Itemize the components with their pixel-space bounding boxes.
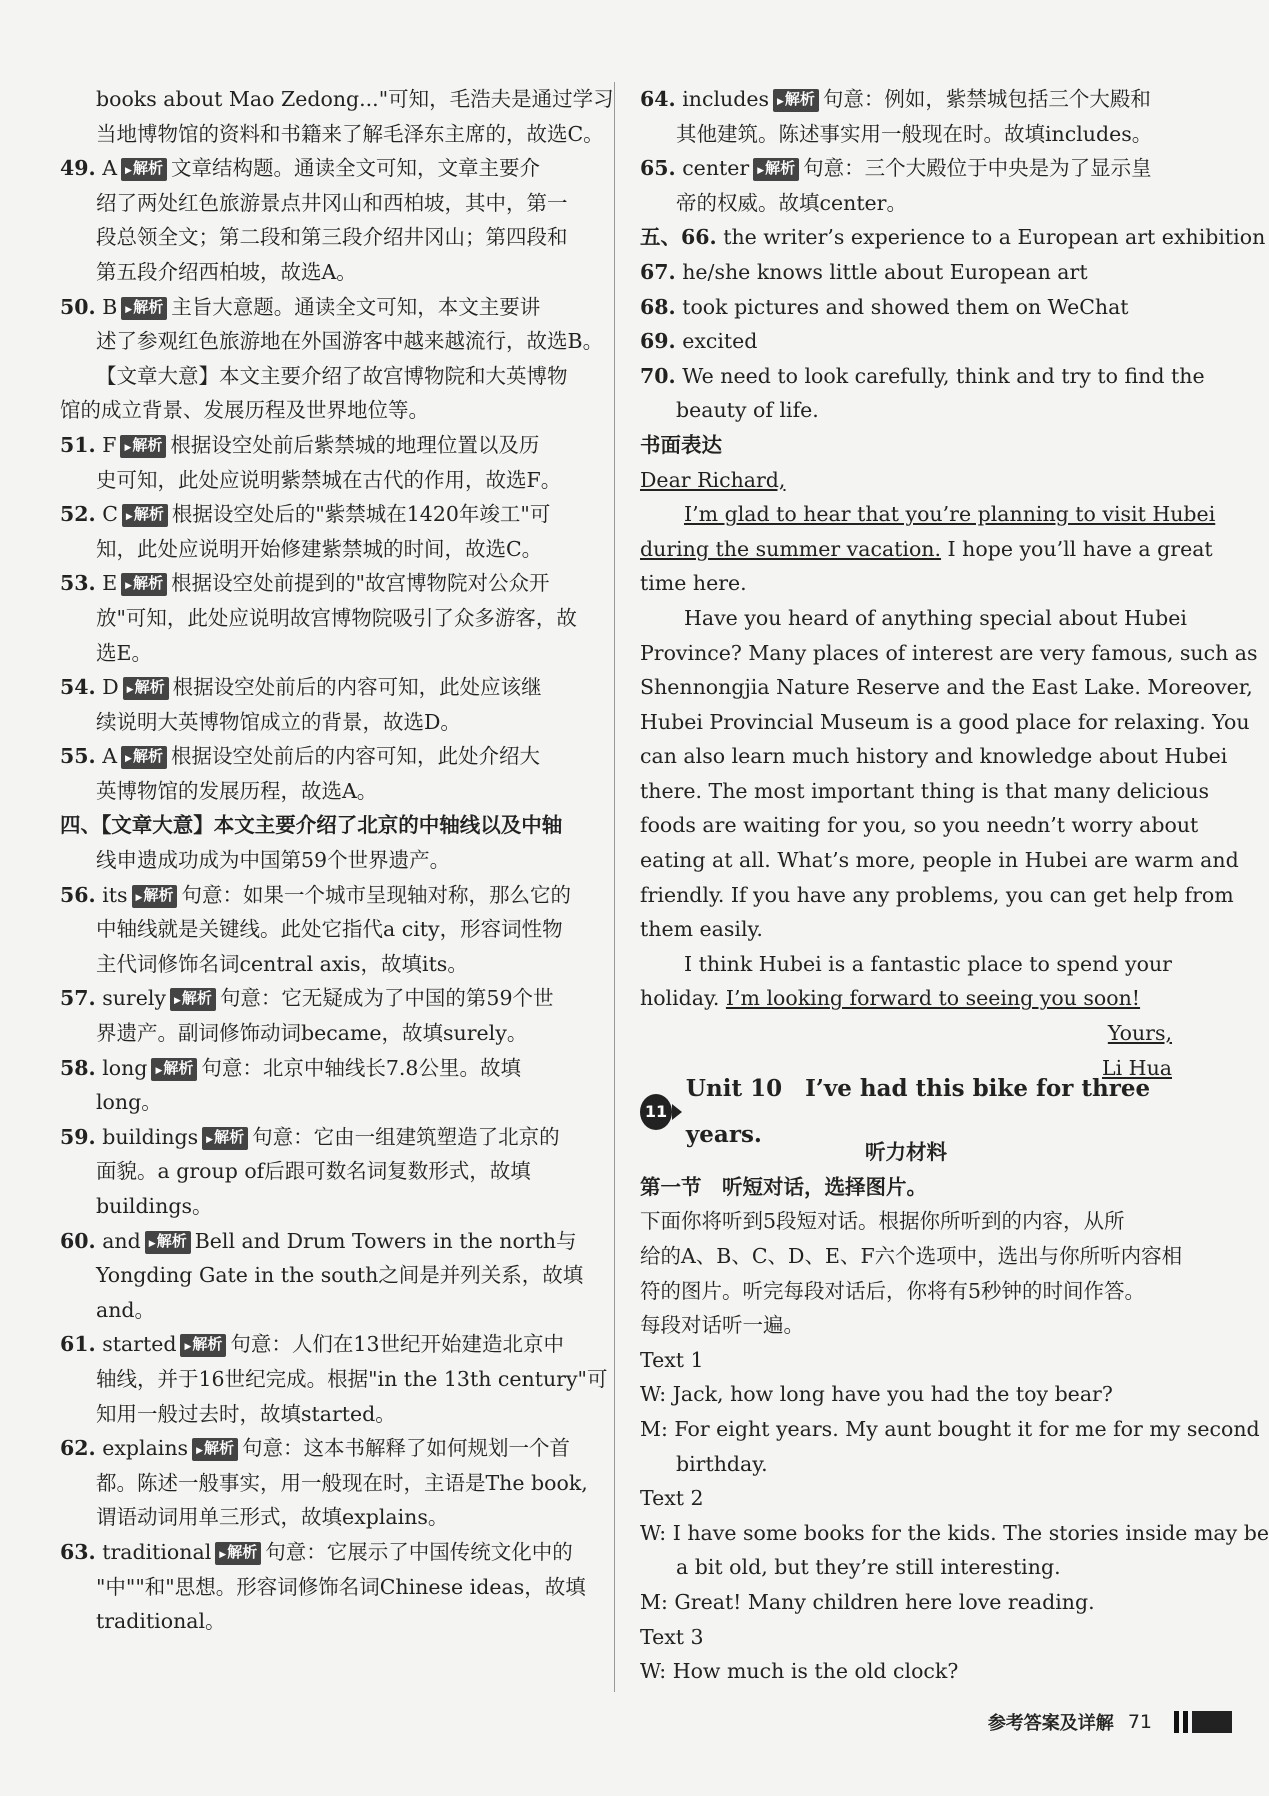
writing-sample (640, 463, 1258, 1086)
explanation-text: 句意：它由一组建筑塑造了北京的 (252, 1124, 560, 1149)
analysis-tag: ▶ 解析 (121, 297, 167, 320)
question-number: 60. (60, 1228, 96, 1253)
text-line: 续说明大英博物馆成立的背景，故选D。 (96, 709, 461, 734)
text-line: 界遗产。副词修饰动词became，故填surely。 (96, 1021, 528, 1046)
answer-line (60, 1535, 592, 1570)
answer: D (102, 675, 119, 700)
question-number: 58. (60, 1055, 96, 1080)
analysis-tag: ▶ 解析 (151, 1058, 197, 1081)
text-line: 当地博物馆的资料和书籍来了解毛泽东主席的，故选C。 (96, 121, 604, 146)
text-line: Province? Many places of interest are very famous, such as (640, 640, 1258, 665)
section-title: 听力材料 (865, 1140, 947, 1165)
answer: A (102, 156, 118, 181)
text-line: 下面你将听到5段短对话。根据你所听到的内容，从所 (640, 1209, 1125, 1234)
answer-line (60, 981, 592, 1016)
answer: C (102, 502, 118, 527)
text-line: long。 (96, 1090, 162, 1115)
text-line: 绍了两处红色旅游景点井冈山和西柏坡，其中，第一 (96, 190, 568, 215)
text-line: 馆的成立背景、发展历程及世界地位等。 (60, 398, 429, 423)
unit-badge: 11 (640, 1094, 672, 1130)
unit-heading (640, 1075, 1172, 1149)
explanation-text: 句意：它展示了中国传统文化中的 (265, 1539, 573, 1564)
analysis-tag: ▶ 解析 (132, 885, 178, 908)
answer-line (60, 1431, 592, 1466)
text-line: beauty of life. (676, 398, 819, 423)
question-number: 57. (60, 986, 96, 1011)
letter-signature: Li Hua (1102, 1055, 1172, 1080)
answer: explains (102, 1436, 189, 1461)
answer-line (60, 290, 592, 325)
text-line: 符的图片。听完每段对话后，你将有5秒钟的时间作答。 (640, 1278, 1146, 1303)
question-number: 67. (640, 259, 676, 284)
explanation-text: 句意：这本书解释了如何规划一个首 (242, 1436, 571, 1461)
answer: long (102, 1055, 148, 1080)
text-line: 其他建筑。陈述事实用一般现在时。故填includes。 (676, 121, 1153, 146)
question-number: 59. (60, 1124, 96, 1149)
text-line: W: How much is the old clock? (640, 1659, 959, 1684)
text-line: 第五段介绍西柏坡，故选A。 (96, 259, 357, 284)
explanation-text: 根据设空处前后紫禁城的地理位置以及历 (170, 432, 540, 457)
explanation-text: 句意：它无疑成为了中国的第59个世 (219, 986, 554, 1011)
answer: its (102, 882, 128, 907)
answers-64-70 (640, 82, 1266, 463)
question-number: 70. (640, 363, 676, 388)
question-number: 55. (60, 744, 96, 769)
text-line: there. The most important thing is that many delicious (640, 778, 1210, 803)
answer-line (60, 151, 592, 186)
analysis-tag: ▶ 解析 (145, 1231, 191, 1254)
answer-line (60, 566, 592, 601)
answer: the writer’s experience to a European art exhibition (723, 225, 1266, 250)
explanation-text: 根据设空处前后的内容可知，此处应该继 (172, 675, 542, 700)
text-line: 轴线，并于16世纪完成。根据"in the 13th century"可 (96, 1366, 608, 1391)
text-line: them easily. (640, 917, 763, 942)
text-line: 线申遗成功成为中国第59个世界遗产。 (96, 848, 451, 873)
analysis-tag: ▶ 解析 (121, 746, 167, 769)
text-line: 都。陈述一般事实，用一般现在时，主语是The book, (96, 1470, 588, 1495)
answer-line (60, 739, 592, 774)
answer-line (640, 151, 1172, 186)
answer: E (102, 571, 118, 596)
text-line: 知用一般过去时，故填started。 (96, 1401, 396, 1426)
answer: excited (682, 329, 758, 354)
letter-line: holiday. I’m looking forward to seeing you soon! (640, 986, 1141, 1011)
explanation-text: 句意：人们在13世纪开始建造北京中 (230, 1332, 565, 1357)
text-line: Hubei Provincial Museum is a good place for relaxing. You (640, 709, 1250, 734)
question-number: 51. (60, 432, 96, 457)
answer: and (102, 1228, 141, 1253)
text-line: Shennongjia Nature Reserve and the East Lake. Moreover, (640, 675, 1253, 700)
analysis-tag: ▶ 解析 (122, 504, 168, 527)
text-line: books about Mao Zedong..."可知，毛浩夫是通过学习 (96, 87, 614, 111)
question-number: 五、66. (640, 225, 717, 250)
text-line: a bit old, but they’re still interesting. (676, 1555, 1061, 1580)
text-line: 谓语动词用单三形式，故填explains。 (96, 1505, 449, 1530)
answer-line (640, 290, 1172, 325)
analysis-tag: ▶ 解析 (202, 1127, 248, 1150)
explanation-text: 根据设空处前后的内容可知，此处介绍大 (170, 744, 540, 769)
answer: F (102, 432, 117, 457)
text-line: 放"可知，此处应说明故宫博物院吸引了众多游客，故 (96, 605, 577, 630)
page-footer (988, 1702, 1232, 1742)
analysis-tag: ▶ 解析 (121, 573, 167, 596)
text-line: eating at all. What’s more, people in Hubei are warm and (640, 848, 1239, 873)
answer: buildings (102, 1124, 199, 1149)
question-number: 52. (60, 502, 96, 527)
text-line: birthday. (676, 1451, 768, 1476)
letter-line: time here. (640, 571, 747, 596)
text-line: 帝的权威。故填center。 (676, 190, 907, 215)
question-number: 50. (60, 294, 96, 319)
text-line: 段总领全文；第二段和第三段介绍井冈山；第四段和 (96, 225, 568, 250)
letter-closing: Yours, (1107, 1021, 1172, 1046)
answer: center (682, 156, 750, 181)
letter-body (640, 601, 1258, 982)
footer-marker (1174, 1711, 1232, 1733)
text-line: M: Great! Many children here love reading. (640, 1589, 1095, 1614)
text-line: 【文章大意】本文主要介绍了故宫博物院和大英博物 (96, 363, 568, 388)
question-number: 62. (60, 1436, 96, 1461)
text-line: 每段对话听一遍。 (640, 1313, 804, 1338)
analysis-tag: ▶ 解析 (121, 158, 167, 181)
text-line: traditional。 (96, 1609, 226, 1634)
answer: started (102, 1332, 177, 1357)
question-number: 69. (640, 329, 676, 354)
text-line: 述了参观红色旅游地在外国游客中越来越流行，故选B。 (96, 329, 604, 354)
text-line: M: For eight years. My aunt bought it for me for my second (640, 1416, 1260, 1441)
answer-line (640, 82, 1172, 117)
explanation-text: 句意：三个大殿位于中央是为了显示皇 (803, 156, 1152, 181)
explanation-text: 文章结构题。通读全文可知，文章主要介 (170, 156, 540, 181)
listening-script (640, 1170, 1269, 1689)
explanation-text: 句意：例如，紫禁城包括三个大殿和 (822, 87, 1151, 111)
question-number: 56. (60, 882, 96, 907)
question-number: 65. (640, 156, 676, 181)
answer: surely (102, 986, 166, 1011)
text-line: 选E。 (96, 640, 152, 665)
text-line: 面貌。a group of后跟可数名词复数形式，故填 (96, 1159, 531, 1184)
text-line: 知，此处应说明开始修建紫禁城的时间，故选C。 (96, 536, 543, 561)
text-line: and。 (96, 1297, 156, 1322)
answer-line (60, 1120, 592, 1155)
text-line: W: Jack, how long have you had the toy bear? (640, 1382, 1113, 1407)
analysis-tag: ▶ 解析 (753, 158, 799, 181)
analysis-tag: ▶ 解析 (170, 988, 216, 1011)
text-line: buildings。 (96, 1194, 213, 1218)
question-number: 54. (60, 675, 96, 700)
analysis-tag: ▶ 解析 (180, 1334, 226, 1357)
text-line: Have you heard of anything special about Hubei (684, 605, 1187, 630)
text-line: 给的A、B、C、D、E、F六个选项中，选出与你所听内容相 (640, 1244, 1183, 1268)
explanation-text: 根据设空处后的"紫禁城在1420年竣工"可 (171, 502, 551, 527)
letter-line: during the summer vacation. I hope you’ll have a great (640, 536, 1213, 561)
analysis-tag: ▶ 解析 (192, 1438, 238, 1461)
explanation-text: 主旨大意题。通读全文可知，本文主要讲 (171, 294, 541, 319)
unit-title: Unit 10 I’ve had this bike for three years. (685, 1075, 1151, 1149)
text-line: 中轴线就是关键线。此处它指代a city，形容词性物 (96, 917, 563, 942)
answer: A (102, 744, 118, 769)
text-line: Yongding Gate in the south之间是并列关系，故填 (96, 1263, 584, 1288)
answer: traditional (102, 1539, 212, 1564)
answer-line (60, 497, 592, 532)
answer: took pictures and showed them on WeChat (682, 294, 1129, 319)
analysis-tag: ▶ 解析 (215, 1542, 261, 1565)
answer-line (60, 878, 592, 913)
text-line: can also learn much history and knowledge about Hubei (640, 744, 1228, 769)
left-column (60, 82, 614, 1639)
answer-line (640, 220, 1266, 255)
analysis-tag: ▶ 解析 (123, 677, 169, 700)
explanation-text: 根据设空处前提到的"故宫博物院对公众开 (171, 571, 550, 596)
answer-line (60, 1051, 592, 1086)
answer: B (102, 294, 118, 319)
question-number: 53. (60, 571, 96, 596)
text-line: Text 2 (640, 1486, 704, 1511)
page-number: 71 (1127, 1711, 1152, 1733)
text-line: foods are waiting for you, so you needn’t worry about (640, 813, 1199, 838)
column-divider (614, 82, 615, 1692)
analysis-tag: ▶ 解析 (120, 435, 166, 458)
answer-line (60, 428, 592, 463)
text-line: 书面表达 (640, 432, 722, 457)
right-column (640, 82, 1269, 1689)
answer-line (60, 1224, 592, 1259)
text-line: "中""和"思想。形容词修饰名词Chinese ideas，故填 (96, 1574, 586, 1599)
text-line: Text 1 (640, 1347, 704, 1372)
answer: includes (682, 87, 769, 111)
text-line: 英博物馆的发展历程，故选A。 (96, 778, 378, 803)
question-number: 63. (60, 1539, 96, 1564)
answer-line (640, 359, 1205, 394)
question-number: 49. (60, 156, 96, 181)
text-line: 第一节 听短对话，选择图片。 (640, 1174, 927, 1199)
answer-line (640, 255, 1172, 290)
answer: We need to look carefully, think and try to find the (682, 363, 1205, 388)
text-line: 四、【文章大意】本文主要介绍了北京的中轴线以及中轴 (60, 813, 563, 838)
text-line: 史可知，此处应说明紫禁城在古代的作用，故选F。 (96, 467, 562, 492)
question-number: 68. (640, 294, 676, 319)
explanation-text: 句意：如果一个城市呈现轴对称，那么它的 (181, 882, 571, 907)
question-number: 61. (60, 1332, 96, 1357)
text-line: friendly. If you have any problems, you can get help from (640, 882, 1234, 907)
letter-line: I’m glad to hear that you’re planning to visit Hubei (684, 502, 1216, 527)
explanation-text: Bell and Drum Towers in the north与 (194, 1228, 577, 1253)
text-line: 主代词修饰名词central axis，故填its。 (96, 951, 468, 976)
footer-label: 参考答案及详解 (987, 1713, 1114, 1734)
answer-line (60, 1327, 592, 1362)
text-line: Text 3 (640, 1624, 704, 1649)
text-line: I think Hubei is a fantastic place to spend your (684, 951, 1172, 976)
question-number: 64. (640, 87, 676, 111)
letter-greeting: Dear Richard, (640, 467, 786, 492)
explanation-text: 句意：北京中轴线长7.8公里。故填 (201, 1055, 521, 1080)
answer-line (640, 324, 1172, 359)
answer-line (60, 670, 592, 705)
text-line: W: I have some books for the kids. The stories inside may be (640, 1520, 1269, 1545)
analysis-tag: ▶ 解析 (773, 89, 819, 112)
answer: he/she knows little about European art (682, 259, 1088, 284)
